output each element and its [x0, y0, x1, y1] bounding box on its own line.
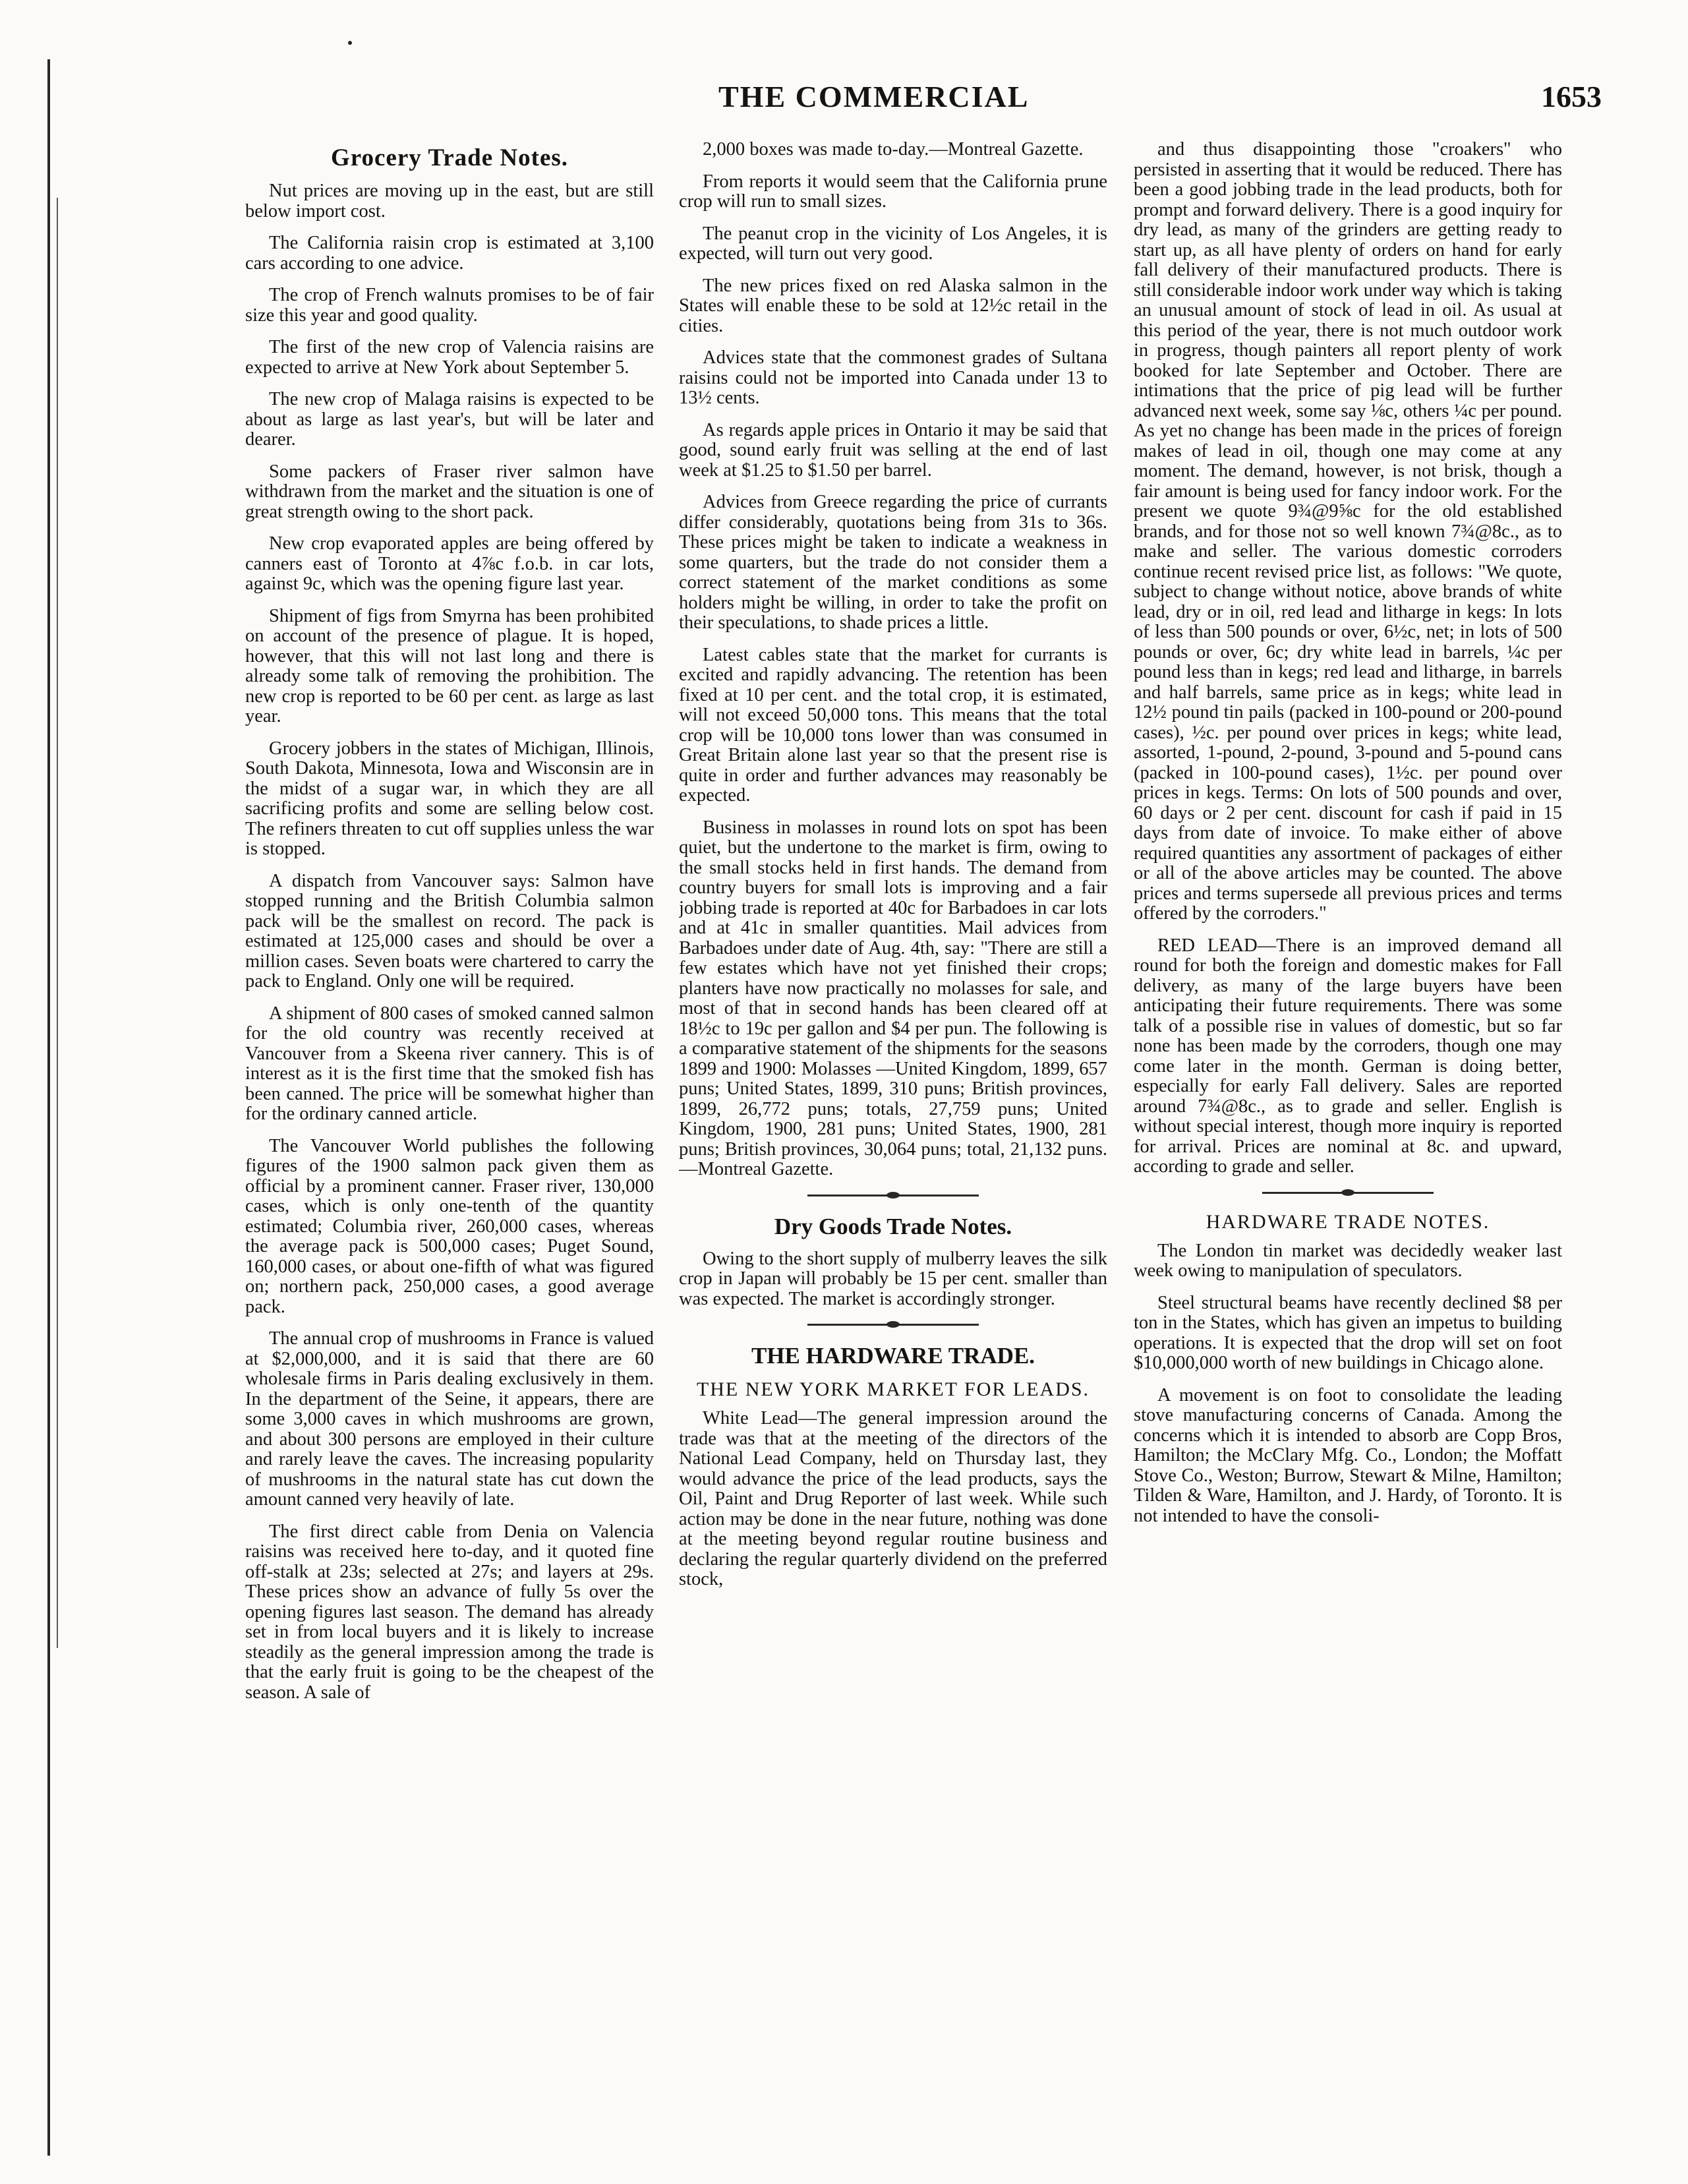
article-paragraph: and thus disappointing those "croakers" who persisted in asserting that it would be reduced. There has been a good jobbing trade in the lead products, both for prompt and forward delivery. There is a good inquiry for dry lead, as many of the grinders are getting ready to start up, as all have plenty of orders on hand for early fall delivery of their manufactured products. There is still considerable indoor work under way which is taking an unusual amount of stock of lead in oil. As usual at this period of the year, there is not much outdoor work in progress, though painters all report plenty of work booked for late September and October. There are intimations that the price of pig lead will be further advanced next week, some say ⅛c, others ¼c per pound. As yet no change has been made in the prices of foreign makes of lead in oil, though one may come at any moment. The demand, however, is not brisk, though a fair amount is being used for fancy indoor work. For the present we quote 9¾@9⅝c for the old established brands, and for those not so well known 7¾@8c., as to make and seller. The various domestic corroders continue recent revised price list, as follows: "We quote, subject to change without notice, above brands of white lead, dry or in oil, red lead and litharge in kegs: In lots of less than 500 pounds or over, 6½c, net; in lots of 500 pounds or over, 6c; dry white lead in barrels, ¼c per pound less than in kegs; red lead and litharge, in barrels and half barrels, same price as in kegs; white lead in 12½ pound tin pails (packed in 100-pound or 200-pound cases), ½c. per pound over prices in kegs; white lead, assorted, 1-pound, 2-pound, 3-pound and 5-pound cans (packed in 100-pound cases), 1½c. per pound over prices in kegs. Terms: On lots of 500 pounds and over, 60 days or 2 per cent. discount for cash if paid in 15 days from date of invoice. To make either of above required quantities any assortment of packages of either or all of the above articles may be counted. The above prices and terms supersede all previous prices and terms offered by the corroders.": [1134, 140, 1562, 924]
article-paragraph: The California raisin crop is estimated at 3,100 cars according to one advice.: [245, 233, 654, 274]
article-paragraph: The London tin market was decidedly weaker last week owing to manipulation of speculators.: [1134, 1240, 1562, 1281]
article-paragraph: Latest cables state that the market for currants is excited and rapidly advancing. The retention has been fixed at 10 per cent. and the total crop, it is estimated, will not exceed 50,000 tons. This means that the total crop will be 10,000 tons lower than was consumed in Great Britain alone last year so that the present rise is quite in order and further advances may reasonably be expected.: [679, 644, 1107, 806]
article-paragraph: Advices state that the commonest grades of Sultana raisins could not be imported into Canada under 13 to 13½ cents.: [679, 347, 1107, 408]
article-paragraph: Grocery jobbers in the states of Michigan, Illinois, South Dakota, Minnesota, Iowa and Wisconsin are in the midst of a sugar war, in which they are all sacrificing profits and some are selling below cost. The refiners threaten to cut off supplies unless the war is stopped.: [245, 738, 654, 859]
grocery-trade-notes-heading: Grocery Trade Notes.: [330, 144, 569, 171]
article-paragraph: RED LEAD—There is an improved demand all round for both the foreign and domestic makes for Fall delivery, as many of the large buyers have been anticipating their future requirements. There was some talk of a possible rise in values of domestic, but so far none has been made by the corroders, though one may come later in the month. German is doing better, especially for early Fall delivery. Sales are reported around 7¾@8c., as to grade and seller. English is without special interest, though more inquiry is reported for arrival. Prices are nominal at 8c. and upward, according to grade and seller.: [1134, 935, 1562, 1177]
dry-goods-trade-notes-heading: Dry Goods Trade Notes.: [774, 1213, 1012, 1239]
article-paragraph: Shipment of figs from Smyrna has been prohibited on account of the presence of plague. It is hoped, however, that this will not last long and there is already some talk of removing the prohibition. The new crop is reported to be 60 per cent. as large as last year.: [245, 605, 654, 726]
article-paragraph: The Vancouver World publishes the following figures of the 1900 salmon pack given them as official by a prominent canner. Fraser river, 130,000 cases, which is only one-tenth of the quantity estimated; Columbia river, 260,000 cases, whereas the average pack is 500,000 cases; Puget Sound, 160,000 cases, or about one-fifth of what was figured on; northern pack, 250,000 cases, a good average pack.: [245, 1135, 654, 1317]
hardware-trade-notes-heading: HARDWARE TRADE NOTES.: [1206, 1210, 1490, 1233]
article-paragraph: Business in molasses in round lots on spot has been quiet, but the undertone to the market is firm, owing to the small stocks held in first hands. The demand from country buyers for small lots is improving and a fair jobbing trade is reported at 40c for Barbadoes in car lots and at 41c in smaller quantities. Mail advices from Barbadoes under date of Aug. 4th, say: "There are still a few estates which have not yet finished their crops; planters have now practically no molasses for sale, and most of that in second hands has been cleared off at 18½c to 19c per gallon and $4 per pun. The following is a comparative statement of the shipments for the seasons 1899 and 1900: Molasses —United Kingdom, 1899, 657 puns; United States, 1899, 310 puns; British provinces, 1899, 26,772 puns; totals, 27,759 puns; United Kingdom, 1900, 281 puns; United States, 1900, 281 puns; British provinces, 30,064 puns; total, 21,132 puns.—Montreal Gazette.: [679, 817, 1107, 1179]
print-speck: [348, 41, 352, 45]
article-paragraph: Some packers of Fraser river salmon have withdrawn from the market and the situation is one of great strength owing to the short pack.: [245, 461, 654, 522]
article-paragraph: Steel structural beams have recently declined $8 per ton in the States, which has given an impetus to building operations. It is expected that the drop will set on foot $10,000,000 worth of new buildings in Chicago alone.: [1134, 1292, 1562, 1373]
article-paragraph: A movement is on foot to consolidate the leading stove manufacturing concerns of Canada. Among the concerns which it is intended to absorb are Copp Bros, Hamilton; the McClary Mfg. Co., London; the Moffatt Stove Co., Weston; Burrow, Stewart & Milne, Hamilton; Tilden & Ware, Hamilton, and J. Hardy, of Toronto. It is not intended to have the consoli-: [1134, 1384, 1562, 1526]
binding-edge-line-inner: [57, 198, 58, 1648]
binding-edge-line: [47, 59, 50, 2156]
hardware-trade-heading: THE HARDWARE TRADE.: [751, 1343, 1035, 1369]
article-paragraph: The first direct cable from Denia on Valencia raisins was received here to-day, and it quoted fine off-stalk at 23s; selected at 27s; and layers at 29s. These prices show an advance of fully 5s over the opening figures last season. The demand has already set in from local buyers and it is likely to increase steadily as the general impression among the trade is that the early fruit is going to be the cheapest of the season. A sale of: [245, 1521, 654, 1703]
section-divider: [807, 1195, 979, 1196]
publication-title: THE COMMERCIAL: [718, 80, 1030, 113]
section-divider: [1262, 1192, 1434, 1194]
article-paragraph: From reports it would seem that the California prune crop will run to small sizes.: [679, 171, 1107, 212]
page-header: [718, 79, 1602, 125]
article-paragraph: The crop of French walnuts promises to be of fair size this year and good quality.: [245, 285, 654, 326]
article-paragraph: A dispatch from Vancouver says: Salmon have stopped running and the British Columbia salmon pack will be the smallest on record. The pack is estimated at 125,000 cases and should be over a million cases. Seven boats were chartered to carry the pack to England. Only one will be required.: [245, 870, 654, 991]
article-paragraph: Owing to the short supply of mulberry leaves the silk crop in Japan will probably be 15 per cent. smaller than was expected. The market is accordingly stronger.: [679, 1248, 1107, 1309]
article-paragraph: The new prices fixed on red Alaska salmon in the States will enable these to be sold at 12½c retail in the cities.: [679, 275, 1107, 336]
article-paragraph: The first of the new crop of Valencia raisins are expected to arrive at New York about September 5.: [245, 337, 654, 378]
page-number: 1653: [1541, 80, 1602, 113]
article-paragraph: Advices from Greece regarding the price of currants differ considerably, quotations being from 31s to 36s. These prices might be taken to indicate a weakness in some quarters, but the trade do not consider them a correct statement of the market conditions as some holders might be willing, in order to take the profit on their speculations, to shade prices a little.: [679, 492, 1107, 633]
article-paragraph: The new crop of Malaga raisins is expected to be about as large as last year's, but will be later and dearer.: [245, 389, 654, 450]
article-paragraph: New crop evaporated apples are being offered by canners east of Toronto at 4⅞c f.o.b. in car lots, against 9c, which was the opening figure last year.: [245, 533, 654, 594]
article-paragraph: 2,000 boxes was made to-day.—Montreal Gazette.: [703, 140, 1084, 160]
article-paragraph: Nut prices are moving up in the east, but are still below import cost.: [245, 181, 654, 221]
article-paragraph: The annual crop of mushrooms in France is valued at $2,000,000, and it is said that there are 60 wholesale firms in Paris dealing exclusively in them. In the department of the Seine, it appears, there are some 3,000 caves in which mushrooms are grown, and about 300 persons are employed in their culture and rarely leave the caves. The increasing popularity of mushrooms in the natural state has cut down the amount canned very heavily of late.: [245, 1328, 654, 1510]
column-3: [1134, 140, 1562, 2157]
section-divider: [807, 1324, 979, 1326]
column-2: [679, 140, 1107, 2157]
article-paragraph: The peanut crop in the vicinity of Los Angeles, it is expected, will turn out very good.: [679, 223, 1107, 264]
column-1: [245, 140, 654, 2157]
article-paragraph: White Lead—The general impression around the trade was that at the meeting of the directors of the National Lead Company, held on Thursday last, they would advance the price of the lead products, says the Oil, Paint and Drug Reporter of last week. While such action may be done in the near future, nothing was done at the meeting beyond regular routine business and declaring the regular quarterly dividend on the preferred stock,: [679, 1408, 1107, 1589]
article-paragraph: A shipment of 800 cases of smoked canned salmon for the old country was recently received at Vancouver from a Skeena river cannery. This is of interest as it is the first time that the smoked fish has been canned. The price will be somewhat higher than for the ordinary canned article.: [245, 1003, 654, 1124]
new-york-market-heading: THE NEW YORK MARKET FOR LEADS.: [696, 1378, 1090, 1400]
article-paragraph: As regards apple prices in Ontario it may be said that good, sound early fruit was selling at the end of last week at $1.25 to $1.50 per barrel.: [679, 419, 1107, 481]
